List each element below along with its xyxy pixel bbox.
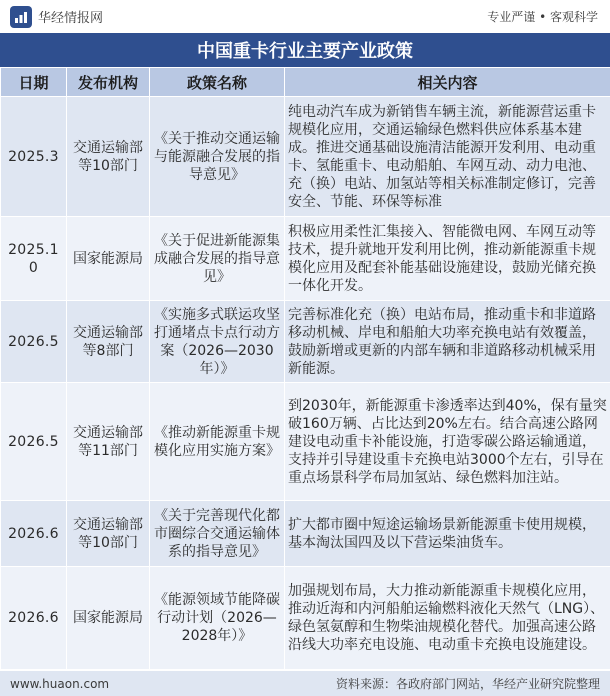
row-content: 纯电动汽车成为新销售车辆主流，新能源营运重卡规模化应用，交通运输绿色燃料供应体系基本建成。推进交通基础设施清洁能源开发利用、电动重卡、氢能重卡、电动船舶、车网互动、动力电池、充（换）电站、加氢站等相关标准制定修订，完善安全、节能、环保等标准 [285,97,610,217]
row-org: 国家能源局 [67,217,150,301]
row-content: 扩大都市圈中短途运输场景新能源重卡使用规模，基本淘汰国四及以下营运柴油货车。 [285,501,610,567]
table-header-row [1,68,610,97]
page-title: 中国重卡行业主要产业政策 [0,33,610,67]
table-row [1,301,610,383]
brand-logo-icon [10,6,32,28]
row-org: 交通运输部等10部门 [67,97,150,217]
row-policy-name: 《能源领域节能降碳行动计划（2026—2028年）》 [150,567,285,670]
row-org: 交通运输部等10部门 [67,501,150,567]
row-policy-name: 《关于促进新能源集成融合发展的指导意见》 [150,217,285,301]
policy-table [0,67,610,670]
row-date: 2026.6 [1,567,67,670]
row-date: 2026.5 [1,383,67,501]
column-header-policy-name: 政策名称 [150,68,285,97]
row-date: 2026.5 [1,301,67,383]
footer-url-link[interactable]: www.huaon.com [10,676,110,691]
column-header-content: 相关内容 [285,68,610,97]
table-row [1,501,610,567]
top-bar [0,0,610,33]
policy-table-container [0,67,610,670]
brand[interactable] [10,6,103,28]
table-row [1,217,610,301]
row-policy-name: 《推动新能源重卡规模化应用实施方案》 [150,383,285,501]
slogan: 专业严谨 • 客观科学 [487,10,598,24]
row-content: 到2030年，新能源重卡渗透率达到40%，保有量突破160万辆、占比达到20%左右。结合高速公路网建设电动重卡补能设施，打造零碳公路运输通道，支持并引导建设重卡充换电站3000个左右，引导在重点场景科学布局加氢站、绿色燃料加注站。 [285,383,610,501]
row-policy-name: 《实施多式联运攻坚 打通堵点卡点行动方案（2026—2030年）》 [150,301,285,383]
row-content: 加强规划布局，大力推动新能源重卡规模化应用，推动近海和内河船舶运输燃料液化天然气（LNG）、绿色氢氨醇和生物柴油规模化替代。加强高速公路沿线大功率充电设施、电动重卡充换电设施建设。 [285,567,610,670]
brand-name: 华经情报网 [38,11,104,26]
row-content: 积极应用柔性汇集接入、智能微电网、车网互动等技术，提升就地开发利用比例，推动新能源重卡规模化应用及配套补能基础设施建设，鼓励光储充换一体化开发。 [285,217,610,301]
footer-source: 资料来源：各政府部门网站，华经产业研究院整理 [335,677,600,691]
row-date: 2026.6 [1,501,67,567]
row-content: 完善标准化充（换）电站布局，推动重卡和非道路移动机械、岸电和船舶大功率充换电站有效覆盖，鼓励新增或更新的内部车辆和非道路移动机械采用新能源。 [285,301,610,383]
row-date: 2025.3 [1,97,67,217]
column-header-org: 发布机构 [67,68,150,97]
column-header-date: 日期 [1,68,67,97]
row-policy-name: 《关于推动交通运输与能源融合发展的指导意见》 [150,97,285,217]
row-date: 2025.10 [1,217,67,301]
table-row [1,567,610,670]
row-policy-name: 《关于完善现代化都市圈综合交通运输体系的指导意见》 [150,501,285,567]
table-row [1,383,610,501]
footer-bar [0,671,610,696]
row-org: 交通运输部等11部门 [67,383,150,501]
row-org: 国家能源局 [67,567,150,670]
row-org: 交通运输部等8部门 [67,301,150,383]
table-row [1,97,610,217]
